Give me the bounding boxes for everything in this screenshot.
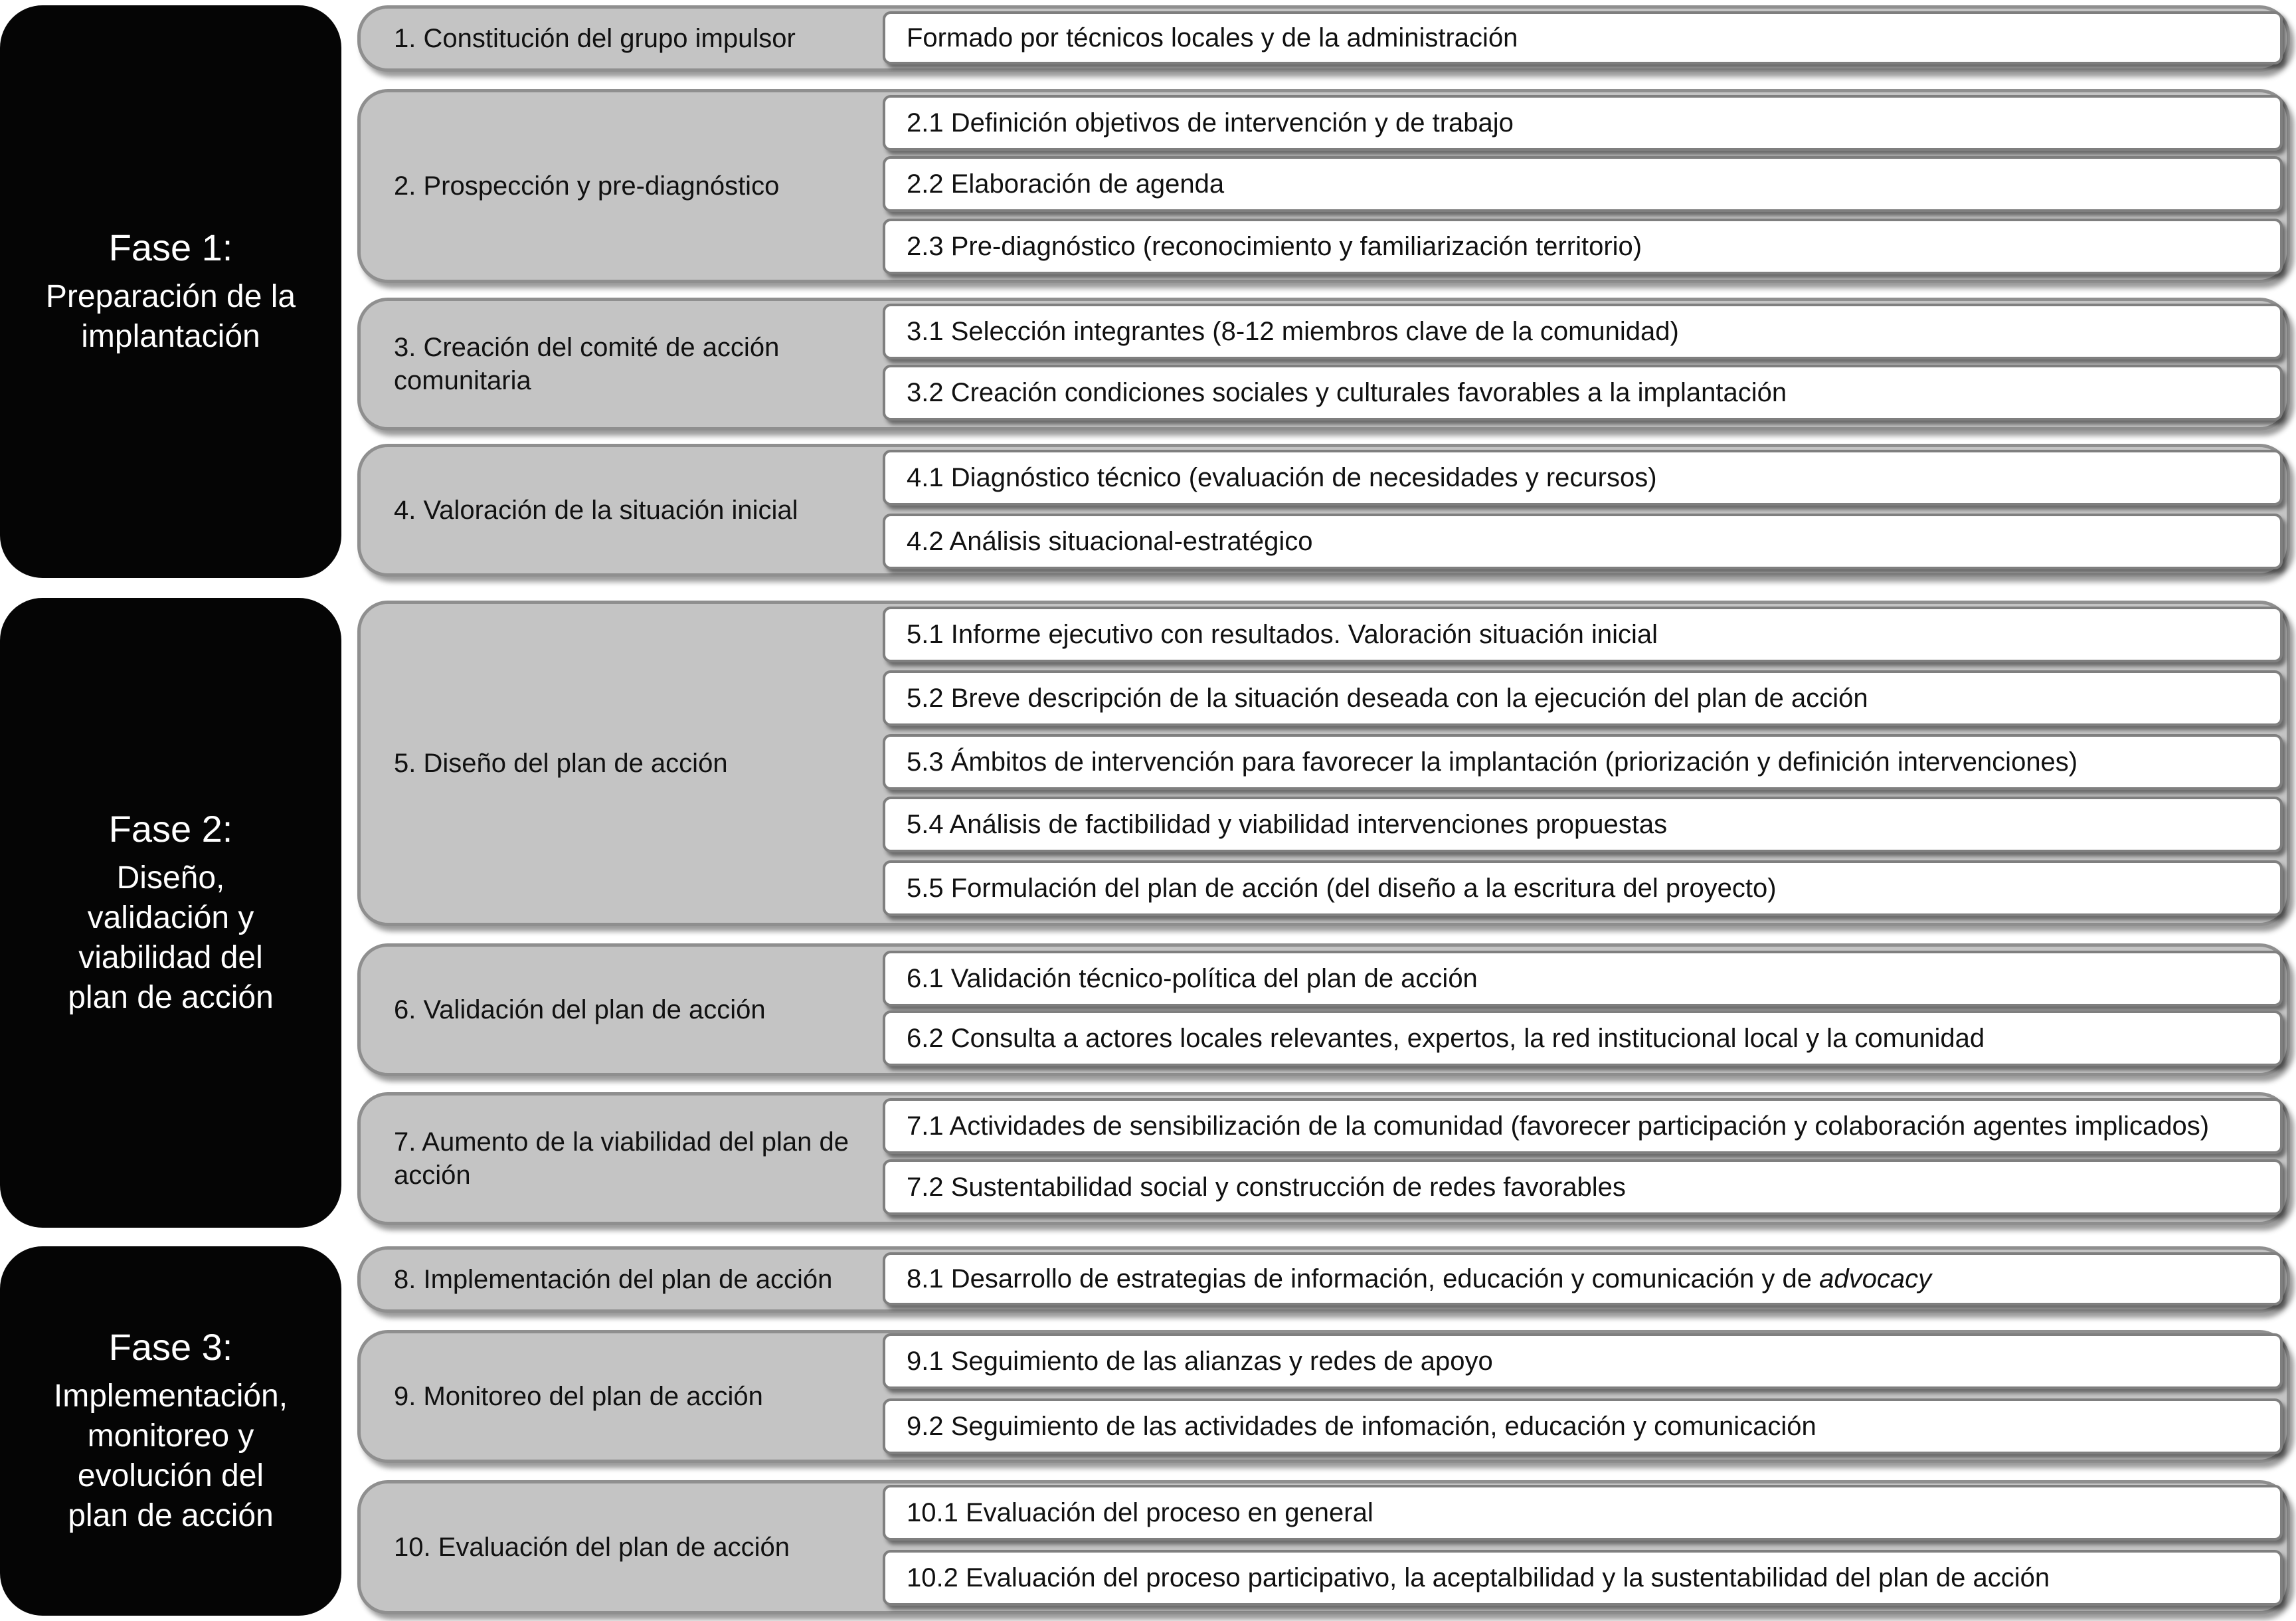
step-9-label: 9. Monitoreo del plan de acción	[394, 1382, 763, 1411]
step-9-1-box: 9.1 Seguimiento de las alianzas y redes de apoyo	[883, 1333, 2283, 1389]
step-2	[357, 89, 2290, 283]
phase-1-description: Preparación de la implantación	[45, 279, 296, 354]
step-7-2-box: 7.2 Sustentabilidad social y construcción de redes favorables	[883, 1159, 2283, 1215]
step-9-2-box: 9.2 Seguimiento de las actividades de infomación, educación y comunicación	[883, 1398, 2283, 1454]
step-2-3-box: 2.3 Pre-diagnóstico (reconocimiento y familiarización territorio)	[883, 219, 2283, 274]
step-1-1-box: Formado por técnicos locales y de la administración	[883, 11, 2283, 64]
phase-1-title: Fase 1:	[108, 227, 233, 268]
phase-1-block	[0, 5, 341, 578]
step-1-label: 1. Constitución del grupo impulsor	[394, 24, 796, 53]
step-4-2-box: 4.2 Análisis situacional-estratégico	[883, 514, 2283, 569]
step-4	[357, 444, 2290, 577]
step-3-1-box: 3.1 Selección integrantes (8-12 miembros clave de la comunidad)	[883, 304, 2283, 359]
phase-2-description: Diseño, validación y viabilidad del plan de acción	[68, 860, 274, 1015]
step-10-2-box: 10.2 Evaluación del proceso participativo, la aceptalbilidad y la sustentabilidad del plan de acción	[883, 1550, 2283, 1606]
step-4-1-box: 4.1 Diagnóstico técnico (evaluación de necesidades y recursos)	[883, 450, 2283, 506]
step-10	[357, 1480, 2290, 1614]
step-3-label: 3. Creación del comité de acción comunitaria	[394, 333, 780, 395]
step-7-1-box: 7.1 Actividades de sensibilización de la comunidad (favorecer participación y colaboración agentes implicados)	[883, 1098, 2283, 1154]
step-2-label: 2. Prospección y pre-diagnóstico	[394, 171, 780, 201]
step-2-2-box: 2.2 Elaboración de agenda	[883, 156, 2283, 212]
step-4-label: 4. Valoración de la situación inicial	[394, 496, 798, 525]
step-10-1-box: 10.1 Evaluación del proceso en general	[883, 1485, 2283, 1541]
phase-3-description: Implementación, monitoreo y evolución del plan de acción	[53, 1379, 288, 1533]
step-8-label: 8. Implementación del plan de acción	[394, 1265, 833, 1294]
step-6	[357, 943, 2290, 1076]
step-8-1-box: 8.1 Desarrollo de estrategias de información, educación y comunicación y de advocacy	[883, 1252, 2283, 1305]
step-7-label: 7. Aumento de la viabilidad del plan de acción	[394, 1127, 849, 1190]
step-5-label: 5. Diseño del plan de acción	[394, 749, 728, 778]
step-5-5-box: 5.5 Formulación del plan de acción (del diseño a la escritura del proyecto)	[883, 860, 2283, 916]
step-3	[357, 298, 2290, 430]
phase-3-title: Fase 3:	[108, 1326, 233, 1368]
step-8	[357, 1246, 2290, 1313]
step-10-label: 10. Evaluación del plan de acción	[394, 1533, 790, 1562]
step-2-1-box: 2.1 Definición objetivos de intervención y de trabajo	[883, 95, 2283, 151]
phase-2-title: Fase 2:	[108, 808, 233, 850]
step-5-4-box: 5.4 Análisis de factibilidad y viabilidad intervenciones propuestas	[883, 797, 2283, 852]
step-5-1-box: 5.1 Informe ejecutivo con resultados. Valoración situación inicial	[883, 607, 2283, 662]
step-7	[357, 1092, 2290, 1225]
step-6-1-box: 6.1 Validación técnico-política del plan de acción	[883, 951, 2283, 1006]
step-5-2-box: 5.2 Breve descripción de la situación deseada con la ejecución del plan de acción	[883, 670, 2283, 726]
phase-3-block	[0, 1246, 341, 1616]
step-1	[357, 5, 2290, 72]
step-3-2-box: 3.2 Creación condiciones sociales y culturales favorables a la implantación	[883, 365, 2283, 421]
step-5-3-box: 5.3 Ámbitos de intervención para favorecer la implantación (priorización y definición intervenciones)	[883, 734, 2283, 790]
step-9	[357, 1330, 2290, 1463]
phase-2-block	[0, 598, 341, 1228]
step-6-label: 6. Validación del plan de acción	[394, 995, 766, 1024]
step-5	[357, 601, 2290, 926]
step-6-2-box: 6.2 Consulta a actores locales relevantes, expertos, la red institucional local y la comunidad	[883, 1010, 2283, 1066]
